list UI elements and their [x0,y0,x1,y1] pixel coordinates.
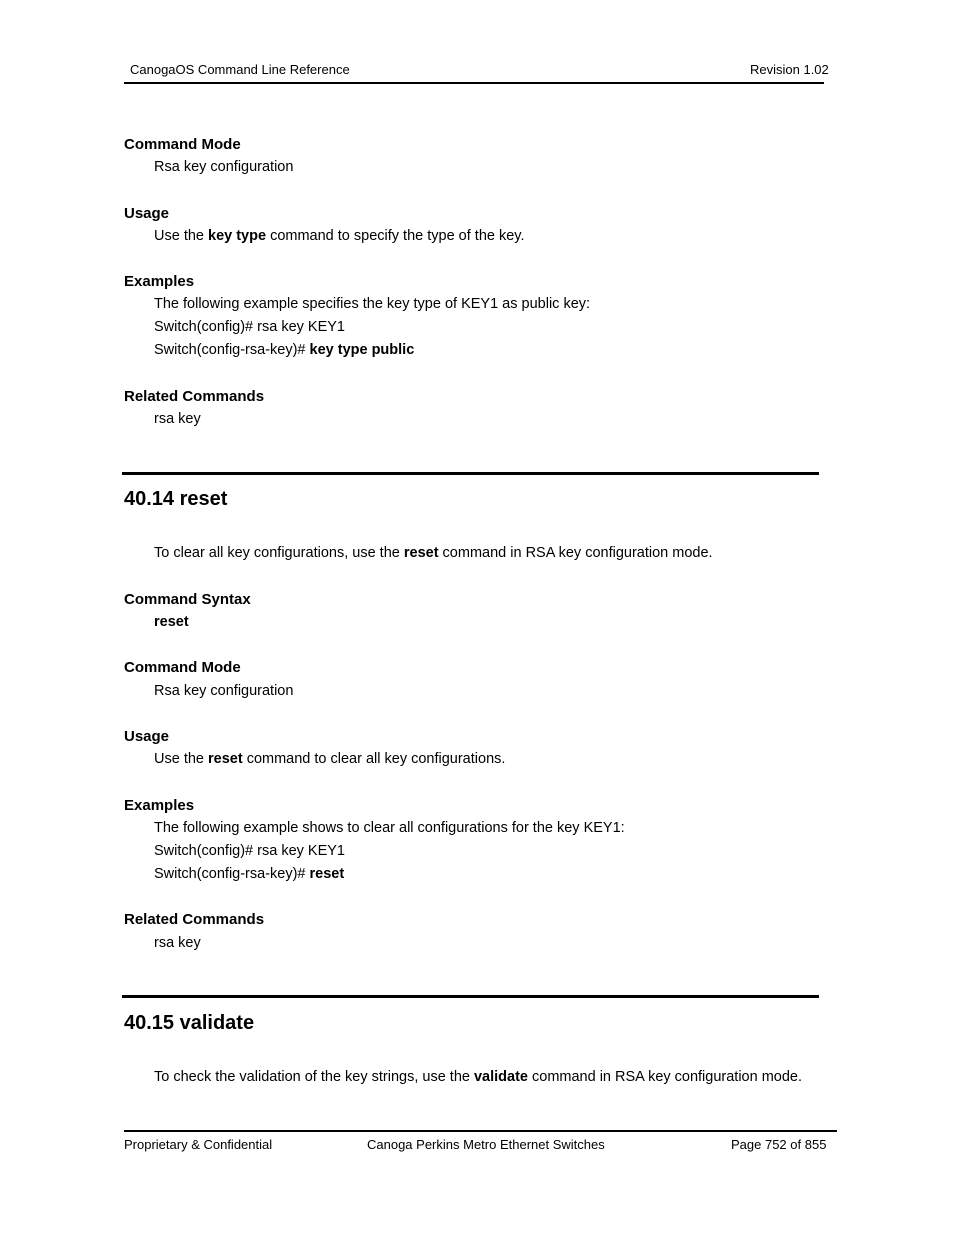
usage-heading: Usage [124,205,170,222]
command-mode-heading: Command Mode [124,659,241,676]
section-rule [122,472,819,475]
header-revision: Revision 1.02 [750,62,829,77]
related-commands-heading: Related Commands [124,911,265,928]
section-intro: To clear all key configurations, use the reset command in RSA key configuration mode. [154,545,713,561]
footer-product: Canoga Perkins Metro Ethernet Switches [367,1137,605,1152]
related-commands-text: rsa key [154,935,201,951]
related-commands-text: rsa key [154,411,201,427]
example-line: Switch(config)# rsa key KEY1 [154,319,345,335]
example-line: Switch(config)# rsa key KEY1 [154,843,345,859]
usage-heading: Usage [124,728,170,745]
section-title-validate: 40.15 validate [124,1012,255,1034]
command-syntax-text: reset [154,614,189,630]
header-rule [124,82,824,84]
example-description: The following example specifies the key type of KEY1 as public key: [154,296,591,312]
footer-rule [124,1130,837,1132]
example-line: Switch(config-rsa-key)# reset [154,866,345,882]
examples-heading: Examples [124,797,195,814]
related-commands-heading: Related Commands [124,388,265,405]
section-title-reset: 40.14 reset [124,488,228,510]
command-mode-heading: Command Mode [124,136,241,153]
header-title: CanogaOS Command Line Reference [130,62,350,77]
usage-text: Use the key type command to specify the type of the key. [154,228,525,244]
command-syntax-heading: Command Syntax [124,591,251,608]
command-mode-text: Rsa key configuration [154,683,294,699]
footer-confidential: Proprietary & Confidential [124,1137,273,1152]
footer-page-number: Page 752 of 855 [731,1137,827,1152]
example-line: Switch(config-rsa-key)# key type public [154,342,415,358]
example-description: The following example shows to clear all configurations for the key KEY1: [154,820,625,836]
section-intro: To check the validation of the key strings, use the validate command in RSA key configuration mode. [154,1069,803,1085]
usage-command-keyword: key type [208,228,267,244]
examples-heading: Examples [124,273,195,290]
command-mode-text: Rsa key configuration [154,159,294,175]
usage-text: Use the reset command to clear all key configurations. [154,751,506,767]
section-rule [122,995,819,998]
